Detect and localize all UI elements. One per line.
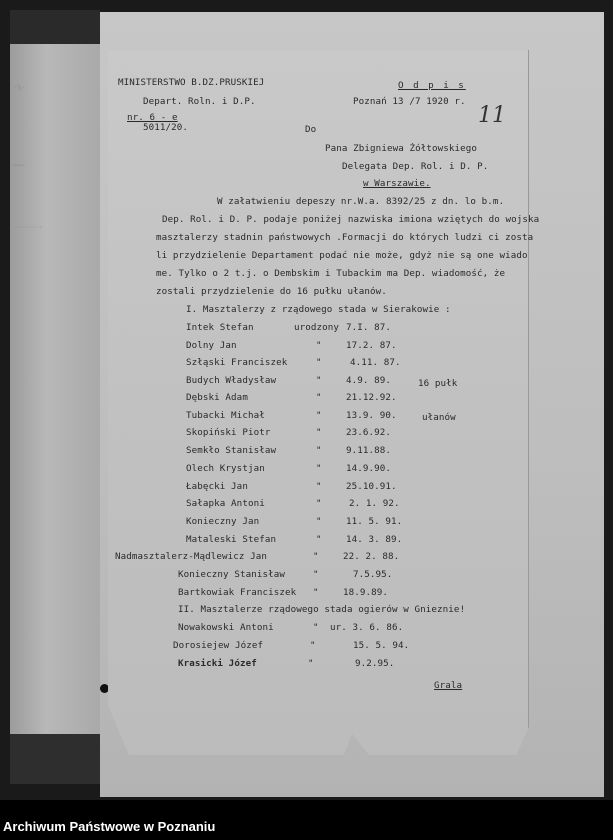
list-item-name: Dolny Jan [186,340,237,351]
dark-block [10,734,102,784]
reference-number: nr. 6 - e [127,112,178,123]
list-item-name: Nadmasztalerz-Mądlewicz Jan [115,551,268,562]
list-item-mark: " [308,658,314,669]
addressee-city: w Warszawie. [363,178,431,189]
ministry-name: MINISTERSTWO B.DZ.PRUSKIEJ [118,77,265,88]
list-item-date: 18.9.89. [343,587,389,598]
copy-heading: O d p i s [398,80,466,91]
body-line: li przydzielenie Departament podać nie może, gdyż nie są one wiado [156,250,528,261]
list-item-mark: " [316,534,322,545]
list-item-name: Konieczny Stanisław [178,569,285,580]
regiment-note: 16 pułk [418,378,458,389]
list-item-date: 7.5.95. [353,569,393,580]
list-item-name: Olech Krystjan [186,463,265,474]
list-item-mark: " [313,587,319,598]
list-item-date: 23.6.92. [346,427,392,438]
list-item-date: 9.11.88. [346,445,392,456]
list-item-date: 11. 5. 91. [346,516,403,527]
list-item-name: Nowakowski Antoni [178,622,274,633]
list-item-mark: urodzony [294,322,340,333]
list-item-mark: " [316,463,322,474]
list-item-name: Dorosiejew Józef [173,640,264,651]
list-item-name: Krasicki Józef [178,658,257,669]
list-item-mark: " [316,427,322,438]
list-item-date: 21.12.92. [346,392,397,403]
handwritten-page-number: 11 [478,103,506,128]
section-2-heading: II. Masztalerze rządowego stada ogierów w Gnieznie! [178,604,466,615]
punch-hole [100,684,109,693]
list-item-date: 14. 3. 89. [346,534,403,545]
regiment-note-2: ułanów [422,412,456,423]
list-item-date: 4.11. 87. [350,357,401,368]
list-item-date: 15. 5. 94. [353,640,410,651]
list-item-mark: " [316,392,322,403]
list-item-name: Szłąski Franciszek [186,357,288,368]
list-item-mark: " [313,622,319,633]
list-item-date: 4.9. 89. [346,375,392,386]
adjacent-page-strip [10,44,102,734]
list-item-name: Mataleski Stefan [186,534,277,545]
body-line: masztalerzy stadnin państwowych .Formacji do których ludzi ci zosta [156,232,534,243]
list-item-date: 7.I. 87. [346,322,392,333]
list-item-name: Tubacki Michał [186,410,265,421]
list-item-mark: " [316,498,322,509]
list-item-date: ur. 3. 6. 86. [330,622,404,633]
ghost-text: ·/· [14,84,25,91]
archive-caption: Archiwum Państwowe w Poznaniu [3,819,216,834]
list-item-name: Łabęcki Jan [186,481,248,492]
list-item-mark: " [316,357,322,368]
body-line: W załatwieniu depeszy nr.W.a. 8392/25 z dn. lo b.m. [217,196,505,207]
list-item-name: Bartkowiak Franciszek [178,587,297,598]
addressee-prefix: Do [305,124,317,135]
list-item-mark: " [316,375,322,386]
body-line: zostali przydzielenie do 16 pułku ułanów. [156,286,387,297]
department-name: Depart. Roln. i D.P. [143,96,256,107]
body-line: me. Tylko o 2 t.j. o Dembskim i Tubackim ma Dep. wiadomość, że [156,268,506,279]
list-item-mark: " [316,410,322,421]
place-date: Poznań 13 /7 1920 r. [353,96,466,107]
list-item-mark: " [310,640,316,651]
list-item-date: 14.9.90. [346,463,392,474]
list-item-date: 25.10.91. [346,481,397,492]
ghost-text: ········ [14,224,43,231]
signature: Grala [434,680,463,691]
list-item-date: 2. 1. 92. [349,498,400,509]
section-1-heading: I. Masztalerzy z rządowego stada w Sierakowie : [186,304,451,315]
list-item-name: Dębski Adam [186,392,248,403]
list-item-mark: " [316,445,322,456]
list-item-mark: " [316,481,322,492]
list-item-name: Intek Stefan [186,322,254,333]
list-item-name: Sałapka Antoni [186,498,265,509]
list-item-name: Budych Władysław [186,375,277,386]
list-item-mark: " [316,516,322,527]
addressee-name: Pana Zbigniewa Żółtowskiego [325,143,478,154]
list-item-name: Skopiński Piotr [186,427,271,438]
list-item-name: Semkło Stanisław [186,445,277,456]
reference-number-2: 5011/20. [143,122,189,133]
list-item-date: 22. 2. 88. [343,551,400,562]
list-item-date: 13.9. 90. [346,410,397,421]
addressee-title: Delegata Dep. Rol. i D. P. [342,161,489,172]
list-item-mark: " [313,551,319,562]
list-item-mark: " [316,340,322,351]
body-line: Dep. Rol. i D. P. podaje poniżej nazwiska imiona wziętych do wojska [162,214,540,225]
list-item-name: Konieczny Jan [186,516,260,527]
left-dark-edge [10,10,100,46]
list-item-mark: " [313,569,319,580]
ghost-text: ——— [14,162,25,169]
list-item-date: 17.2. 87. [346,340,397,351]
list-item-date: 9.2.95. [355,658,395,669]
